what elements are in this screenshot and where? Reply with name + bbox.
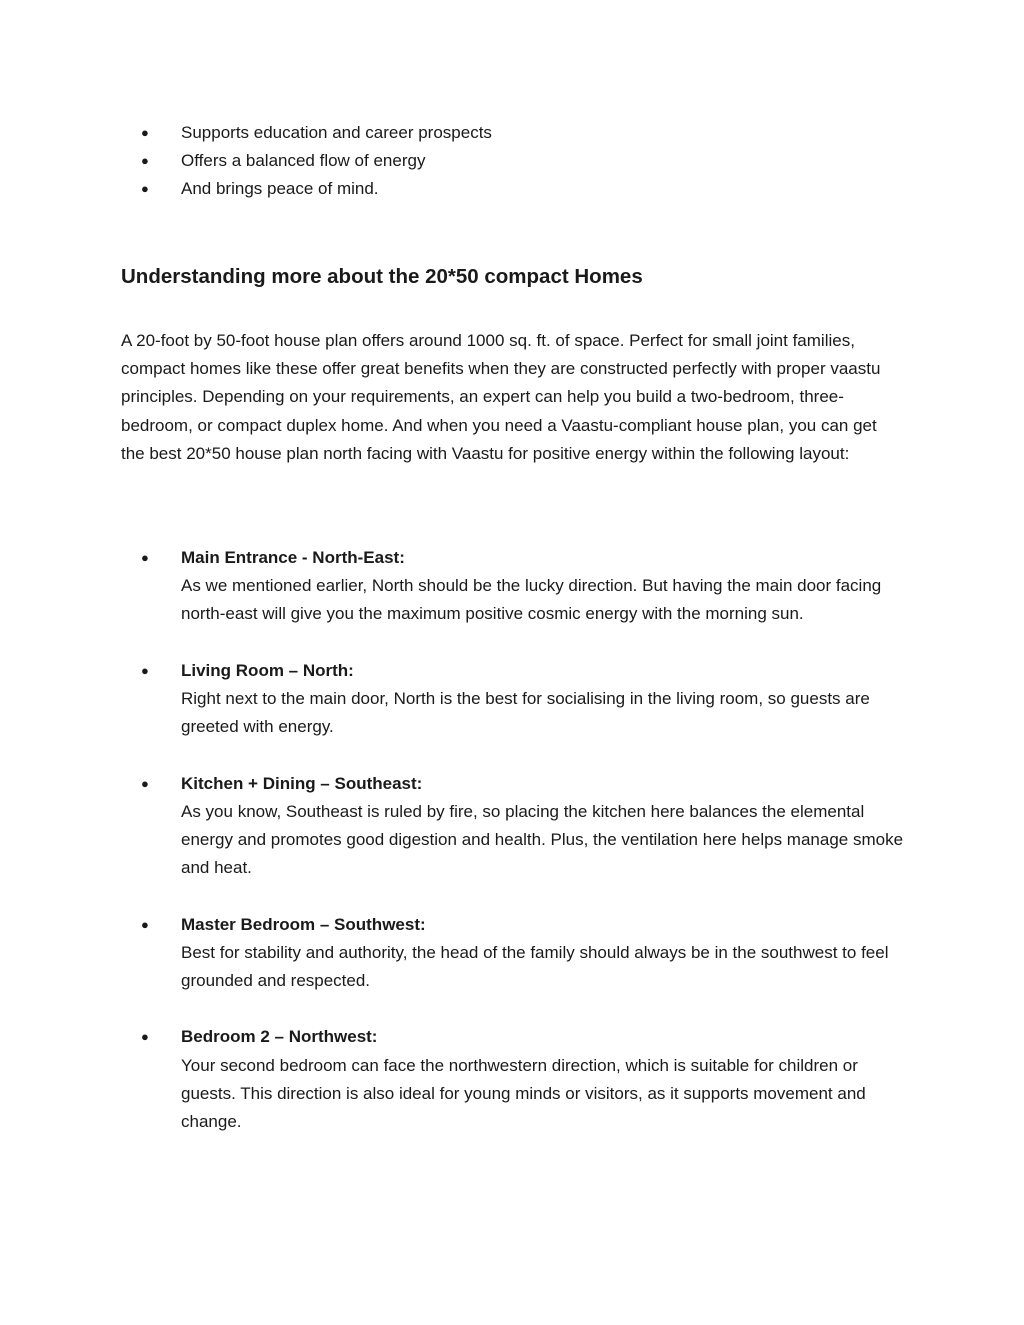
bullet-icon: ●	[141, 662, 149, 678]
bullet-icon: ●	[141, 153, 149, 168]
layout-item-bedroom-2	[121, 1023, 906, 1136]
layout-item-title: Main Entrance - North-East:	[181, 548, 405, 567]
layout-item-description: Right next to the main door, North is the best for socialising in the living room, so guests are greeted with energy.	[181, 689, 870, 737]
list-item-text: Offers a balanced flow of energy	[181, 151, 426, 170]
layout-item-title: Bedroom 2 – Northwest:	[181, 1027, 378, 1047]
layout-item-description: Best for stability and authority, the head of the family should always be in the southwest to feel grounded and respected.	[181, 942, 889, 990]
bullet-icon: ●	[141, 775, 149, 791]
layout-item-description: As you know, Southeast is ruled by fire, so placing the kitchen here balances the elemental energy and promotes good digestion and health. Plus, the ventilation here helps manage smoke and heat.	[181, 801, 904, 878]
bullet-icon: ●	[141, 125, 149, 140]
bullet-icon: ●	[141, 916, 149, 932]
layout-item-kitchen-dining	[121, 770, 906, 883]
list-item-text: Supports education and career prospects	[181, 123, 492, 142]
layout-item-description: As we mentioned earlier, North should be the lucky direction. But having the main door facing north-east will give you the maximum positive cosmic energy with the morning sun.	[181, 576, 882, 624]
layout-item-title: Kitchen + Dining – Southeast:	[181, 773, 423, 793]
layout-item-master-bedroom	[121, 911, 906, 996]
list-item	[121, 119, 901, 147]
list-item-text: And brings peace of mind.	[181, 179, 379, 198]
intro-paragraph: A 20-foot by 50-foot house plan offers around 1000 sq. ft. of space. Perfect for small joint families, compact homes like these offer great benefits when they are constructed perfectly with proper vaastu principles. Depending on your requirements, an expert can help you build a two-bedroom, three-bedroom, or compact duplex home. And when you need a Vaastu-compliant house plan, you can get the best 20*50 house plan north facing with Vaastu for positive energy within the following layout:	[121, 331, 881, 463]
list-item	[121, 175, 901, 203]
section-heading: Understanding more about the 20*50 compact Homes	[121, 265, 643, 288]
bullet-icon: ●	[141, 181, 149, 196]
list-item	[121, 147, 901, 175]
layout-list	[121, 544, 906, 1164]
layout-item-title: Master Bedroom – Southwest:	[181, 914, 426, 934]
bullet-icon: ●	[141, 550, 149, 565]
layout-item-title: Living Room – North:	[181, 660, 354, 680]
layout-item-main-entrance	[121, 544, 906, 629]
layout-item-description: Your second bedroom can face the northwestern direction, which is suitable for children or guests. This direction is also ideal for young minds or visitors, as it supports movement and change.	[181, 1055, 866, 1131]
benefits-list	[121, 119, 901, 203]
layout-item-living-room	[121, 657, 906, 742]
bullet-icon: ●	[141, 1029, 149, 1045]
